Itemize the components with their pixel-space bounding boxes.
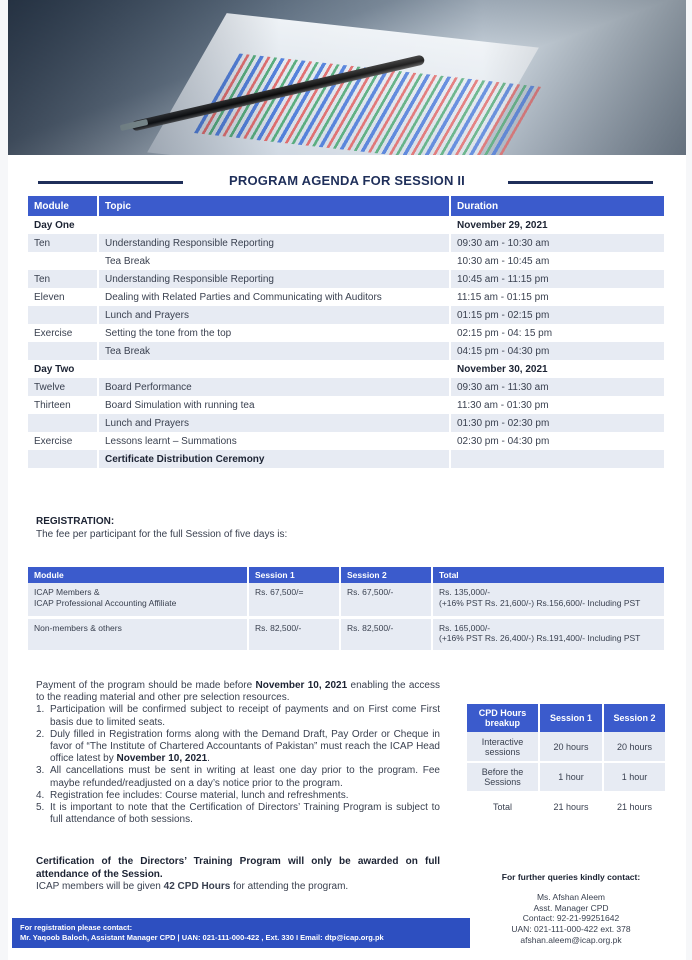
agenda-cell-duration <box>450 450 665 468</box>
cpd-session2: 21 hours <box>603 792 666 822</box>
queries-contact <box>476 872 666 945</box>
agenda-cell-topic: Dealing with Related Parties and Communicating with Auditors <box>98 288 450 306</box>
agenda-page <box>8 0 686 960</box>
registration-subtext: The fee per participant for the full Session of five days is: <box>36 529 288 540</box>
agenda-cell-topic: Tea Break <box>98 252 450 270</box>
agenda-row <box>28 306 665 324</box>
payment-item: 2. Duly filled in Registration forms along with the Demand Draft, Pay Order or Cheque in favor of “The Institute of Chartered Accountants of Pakistan” must reach the ICAP Head office latest by November 10, 2021. <box>36 728 440 765</box>
fee-total: Rs. 135,000/- (+16% PST Rs. 21,600/-) Rs.156,600/- Including PST <box>432 583 665 617</box>
fee-row <box>28 583 665 617</box>
queries-email[interactable]: afshan.aleem@icap.org.pk <box>520 934 622 945</box>
agenda-cell-duration: 09:30 am - 10:30 am <box>450 234 665 252</box>
agenda-row <box>28 252 665 270</box>
certification-bold: Certification of the Directors’ Training Program will only be awarded on full attendance of the Session. <box>36 856 440 880</box>
agenda-header-module: Module <box>28 196 98 216</box>
queries-line: Ms. Afshan Aleem <box>536 892 606 902</box>
cpd-header-session2: Session 2 <box>603 704 666 732</box>
agenda-cell-module: Ten <box>28 234 98 252</box>
cpd-header-breakup: CPD Hours breakup <box>467 704 539 732</box>
agenda-cell-duration: 01:15 pm - 02:15 pm <box>450 306 665 324</box>
agenda-cell-module <box>28 342 98 360</box>
queries-line: UAN: 021-111-000-422 ext. 378 <box>511 923 631 934</box>
agenda-cell-module: Eleven <box>28 288 98 306</box>
payment-list <box>36 704 440 826</box>
agenda-cell-duration: November 30, 2021 <box>450 360 665 378</box>
agenda-cell-module: Twelve <box>28 378 98 396</box>
agenda-header-topic: Topic <box>98 196 450 216</box>
payment-terms <box>36 680 440 826</box>
payment-item: 4. Registration fee includes: Course material, lunch and refreshments. <box>36 789 349 801</box>
agenda-cell-duration: November 29, 2021 <box>450 216 665 234</box>
agenda-row <box>28 234 665 252</box>
agenda-cell-duration: 10:45 am - 11:15 pm <box>450 270 665 288</box>
agenda-cell-module: Day One <box>28 216 98 234</box>
registration-contact-footer <box>12 918 470 948</box>
certification-note <box>36 856 440 894</box>
agenda-row <box>28 288 665 306</box>
agenda-cell-topic: Lessons learnt – Summations <box>98 432 450 450</box>
page-title: PROGRAM AGENDA FOR SESSION II <box>229 173 465 188</box>
agenda-cell-topic: Lunch and Prayers <box>98 414 450 432</box>
agenda-cell-duration: 04:15 pm - 04:30 pm <box>450 342 665 360</box>
cpd-label: Interactive sessions <box>467 732 539 762</box>
fee-module: ICAP Members & ICAP Professional Accounting Affiliate <box>28 583 248 617</box>
fee-total: Rs. 165,000/- (+16% PST Rs. 26,400/-) Rs.191,400/- Including PST <box>432 617 665 651</box>
fee-row <box>28 617 665 651</box>
cpd-session1: 20 hours <box>539 732 603 762</box>
queries-line: Contact: 92-21-99251642 <box>522 913 620 924</box>
agenda-row <box>28 378 665 396</box>
agenda-cell-topic: Board Performance <box>98 378 450 396</box>
agenda-cell-module <box>28 414 98 432</box>
fee-header-module: Module <box>28 567 248 583</box>
payment-intro: Payment of the program should be made before November 10, 2021 enabling the access to the reading material and other pre selection resources. <box>36 680 440 704</box>
agenda-cell-topic <box>98 216 450 234</box>
footer-line1: For registration please contact: <box>20 923 133 932</box>
fee-session2: Rs. 67,500/- <box>340 583 432 617</box>
agenda-cell-module: Exercise <box>28 432 98 450</box>
fee-session1: Rs. 67,500/= <box>248 583 340 617</box>
agenda-cell-duration: 02:30 pm - 04:30 pm <box>450 432 665 450</box>
payment-item: 3. All cancellations must be sent in writing at least one day prior to the program. Fee maybe refunded/readjusted on a day’s notice prior to the program. <box>36 765 440 789</box>
agenda-cell-module: Ten <box>28 270 98 288</box>
agenda-cell-topic: Tea Break <box>98 342 450 360</box>
agenda-cell-duration: 11:30 am - 01:30 pm <box>450 396 665 414</box>
cpd-session2: 20 hours <box>603 732 666 762</box>
agenda-cell-duration: 01:30 pm - 02:30 pm <box>450 414 665 432</box>
agenda-row <box>28 270 665 288</box>
queries-heading: For further queries kindly contact: <box>501 872 641 882</box>
agenda-cell-topic: Certificate Distribution Ceremony <box>98 450 450 468</box>
cpd-session2: 1 hour <box>603 762 666 792</box>
agenda-cell-topic: Understanding Responsible Reporting <box>98 234 450 252</box>
agenda-row <box>28 450 665 468</box>
agenda-cell-module <box>28 450 98 468</box>
agenda-cell-topic: Understanding Responsible Reporting <box>98 270 450 288</box>
cpd-hours-note: ICAP members will be given 42 CPD Hours for attending the program. <box>36 881 349 892</box>
fee-table <box>28 567 666 653</box>
agenda-row <box>28 432 665 450</box>
registration-heading: REGISTRATION: <box>36 516 115 527</box>
agenda-cell-topic: Board Simulation with running tea <box>98 396 450 414</box>
agenda-row <box>28 396 665 414</box>
fee-module: Non-members & others <box>28 617 248 651</box>
fee-session1: Rs. 82,500/- <box>248 617 340 651</box>
agenda-cell-module <box>28 252 98 270</box>
agenda-row <box>28 324 665 342</box>
fee-header-total: Total <box>432 567 665 583</box>
queries-line: Asst. Manager CPD <box>533 902 609 913</box>
agenda-cell-duration: 02:15 pm - 04: 15 pm <box>450 324 665 342</box>
cpd-row <box>467 762 666 792</box>
cpd-session1: 21 hours <box>539 792 603 822</box>
cpd-row <box>467 792 666 822</box>
agenda-cell-topic <box>98 360 450 378</box>
cpd-table <box>467 704 667 823</box>
cpd-header-session1: Session 1 <box>539 704 603 732</box>
agenda-row <box>28 360 665 378</box>
payment-item: 1. Participation will be confirmed subject to receipt of payments and on First come First basis due to limited seats. <box>36 704 440 728</box>
agenda-cell-topic: Lunch and Prayers <box>98 306 450 324</box>
agenda-cell-topic: Setting the tone from the top <box>98 324 450 342</box>
agenda-row <box>28 216 665 234</box>
agenda-cell-module: Day Two <box>28 360 98 378</box>
agenda-cell-duration: 11:15 am - 01:15 pm <box>450 288 665 306</box>
fee-session2: Rs. 82,500/- <box>340 617 432 651</box>
footer-line2[interactable]: Mr. Yaqoob Baloch, Assistant Manager CPD | UAN: 021-111-000-422 , Ext. 330 I Email: dtp@icap.org.pk <box>20 933 384 943</box>
fee-header-session2: Session 2 <box>340 567 432 583</box>
agenda-cell-module: Exercise <box>28 324 98 342</box>
cpd-row <box>467 732 666 762</box>
cpd-label: Total <box>467 792 539 822</box>
agenda-row <box>28 342 665 360</box>
hero-image <box>8 0 686 155</box>
agenda-cell-module <box>28 306 98 324</box>
agenda-cell-module: Thirteen <box>28 396 98 414</box>
cpd-label: Before the Sessions <box>467 762 539 792</box>
agenda-header-duration: Duration <box>450 196 665 216</box>
agenda-row <box>28 414 665 432</box>
cpd-session1: 1 hour <box>539 762 603 792</box>
agenda-cell-duration: 10:30 am - 10:45 am <box>450 252 665 270</box>
payment-item: 5. It is important to note that the Certification of Directors’ Training Program is subject to full attendance of both sessions. <box>36 801 440 826</box>
fee-header-session1: Session 1 <box>248 567 340 583</box>
agenda-cell-duration: 09:30 am - 11:30 am <box>450 378 665 396</box>
agenda-table <box>28 196 666 468</box>
